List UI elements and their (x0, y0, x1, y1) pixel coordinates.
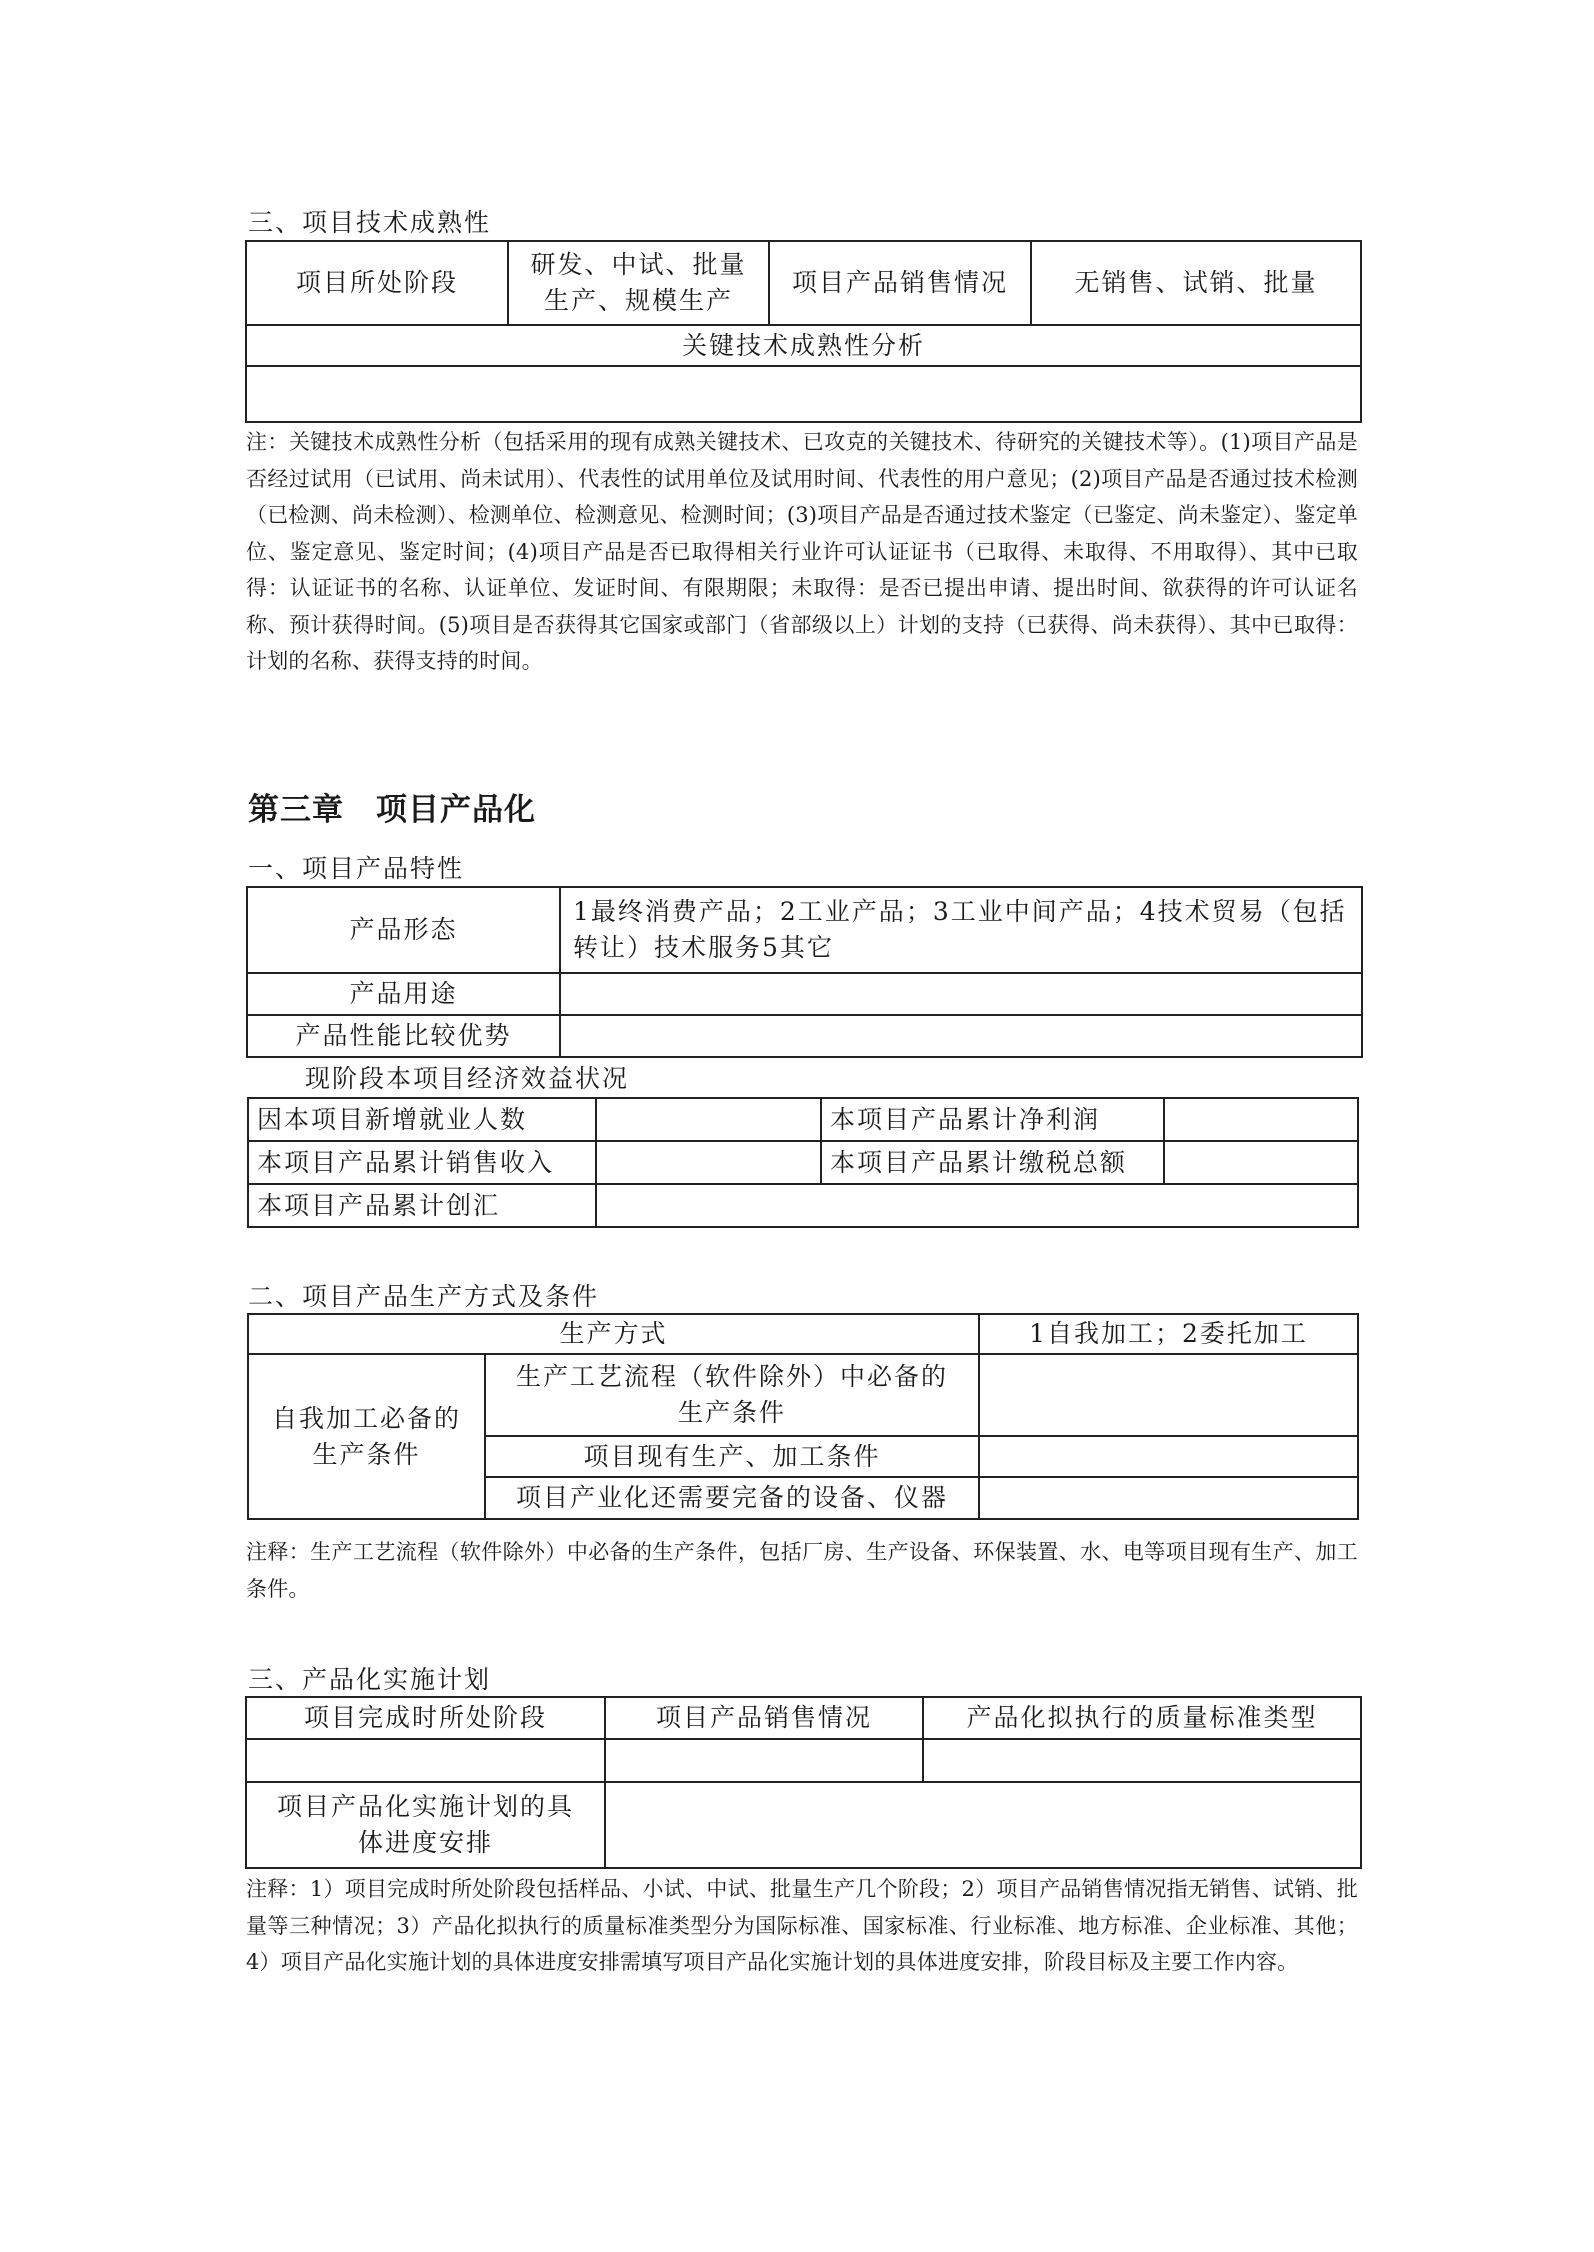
process-conditions-label: 生产工艺流程（软件除外）中必备的生产条件 (485, 1354, 979, 1436)
plan-schedule-value[interactable] (605, 1782, 1361, 1868)
section-heading-product-traits: 一、项目产品特性 (248, 854, 465, 883)
tax-value[interactable] (1164, 1141, 1358, 1184)
chapter-title: 第三章 项目产品化 (248, 792, 536, 828)
plan-sales-value[interactable] (605, 1739, 923, 1782)
production-table (247, 1313, 1359, 1520)
analysis-value-cell[interactable] (246, 366, 1361, 422)
forex-label: 本项目产品累计创汇 (248, 1184, 596, 1227)
plan-col-stage: 项目完成时所处阶段 (246, 1697, 605, 1739)
sales-options: 无销售、试销、批量 (1031, 241, 1361, 325)
process-conditions-value[interactable] (979, 1354, 1358, 1436)
section-heading-production: 二、项目产品生产方式及条件 (248, 1282, 600, 1311)
economic-benefit-table (247, 1097, 1359, 1228)
stage-options: 研发、中试、批量生产、规模生产 (508, 241, 769, 325)
existing-conditions-label: 项目现有生产、加工条件 (485, 1436, 979, 1477)
tech-maturity-note: 注：关键技术成熟性分析（包括采用的现有成熟关键技术、已攻克的关键技术、待研究的关键技术等）。(1)项目产品是否经过试用（已试用、尚未试用）、代表性的试用单位及试用时间、代表性的用户意见；(2)项目产品是否通过技术检测（已检测、尚未检测）、检测单位、检测意见、检测时间；(3)项目产品是否通过技术鉴定（已鉴定、尚未鉴定）、鉴定单位、鉴定意见、鉴定时间；(4)项目产品是否已取得相关行业许可认证证书（已取得、未取得、不用取得）、其中已取得：认证证书的名称、认证单位、发证时间、有限期限；未取得：是否已提出申请、提出时间、欲获得的许可认证名称、预计获得时间。(5)项目是否获得其它国家或部门（省部级以上）计划的支持（已获得、尚未获得）、其中已取得：计划的名称、获得支持的时间。 (246, 430, 1358, 673)
sales-income-value[interactable] (596, 1141, 821, 1184)
tech-maturity-table (245, 240, 1362, 423)
product-form-label: 产品形态 (247, 887, 560, 973)
product-form-options: 1最终消费产品；2工业产品；3工业中间产品；4技术贸易（包括转让）技术服务5其它 (560, 887, 1362, 973)
product-advantage-label: 产品性能比较优势 (247, 1015, 560, 1057)
section-heading-plan: 三、产品化实施计划 (248, 1665, 492, 1694)
sales-label: 项目产品销售情况 (769, 241, 1031, 325)
plan-standard-value[interactable] (923, 1739, 1361, 1782)
forex-value[interactable] (596, 1184, 1358, 1227)
section-heading-tech-maturity: 三、项目技术成熟性 (248, 208, 492, 237)
employment-label: 因本项目新增就业人数 (248, 1098, 596, 1141)
plan-note: 注释：1）项目完成时所处阶段包括样品、小试、中试、批量生产几个阶段；2）项目产品销售情况指无销售、试销、批量等三种情况；3）产品化拟执行的质量标准类型分为国际标准、国家标准、行业标准、地方标准、企业标准、其他；4）项目产品化实施计划的具体进度安排需填写项目产品化实施计划的具体进度安排，阶段目标及主要工作内容。 (246, 1877, 1358, 1974)
tax-label: 本项目产品累计缴税总额 (821, 1141, 1164, 1184)
plan-table (245, 1696, 1362, 1869)
stage-label: 项目所处阶段 (246, 241, 508, 325)
production-mode-label: 生产方式 (248, 1314, 979, 1354)
net-profit-value[interactable] (1164, 1098, 1358, 1141)
needed-equipment-label: 项目产业化还需要完备的设备、仪器 (485, 1477, 979, 1519)
existing-conditions-value[interactable] (979, 1436, 1358, 1477)
production-mode-options: 1自我加工；2委托加工 (979, 1314, 1358, 1354)
plan-schedule-label: 项目产品化实施计划的具体进度安排 (246, 1782, 605, 1868)
sales-income-label: 本项目产品累计销售收入 (248, 1141, 596, 1184)
plan-col-standard: 产品化拟执行的质量标准类型 (923, 1697, 1361, 1739)
production-note: 注释：生产工艺流程（软件除外）中必备的生产条件，包括厂房、生产设备、环保装置、水、电等项目现有生产、加工条件。 (246, 1540, 1358, 1601)
plan-col-sales: 项目产品销售情况 (605, 1697, 923, 1739)
self-processing-label: 自我加工必备的生产条件 (248, 1354, 485, 1519)
analysis-header: 关键技术成熟性分析 (246, 325, 1361, 366)
economic-benefit-heading: 现阶段本项目经济效益状况 (305, 1064, 630, 1093)
needed-equipment-value[interactable] (979, 1477, 1358, 1519)
product-usage-label: 产品用途 (247, 973, 560, 1015)
employment-value[interactable] (596, 1098, 821, 1141)
product-advantage-value[interactable] (560, 1015, 1362, 1057)
plan-stage-value[interactable] (246, 1739, 605, 1782)
product-usage-value[interactable] (560, 973, 1362, 1015)
net-profit-label: 本项目产品累计净利润 (821, 1098, 1164, 1141)
product-traits-table (246, 886, 1363, 1058)
